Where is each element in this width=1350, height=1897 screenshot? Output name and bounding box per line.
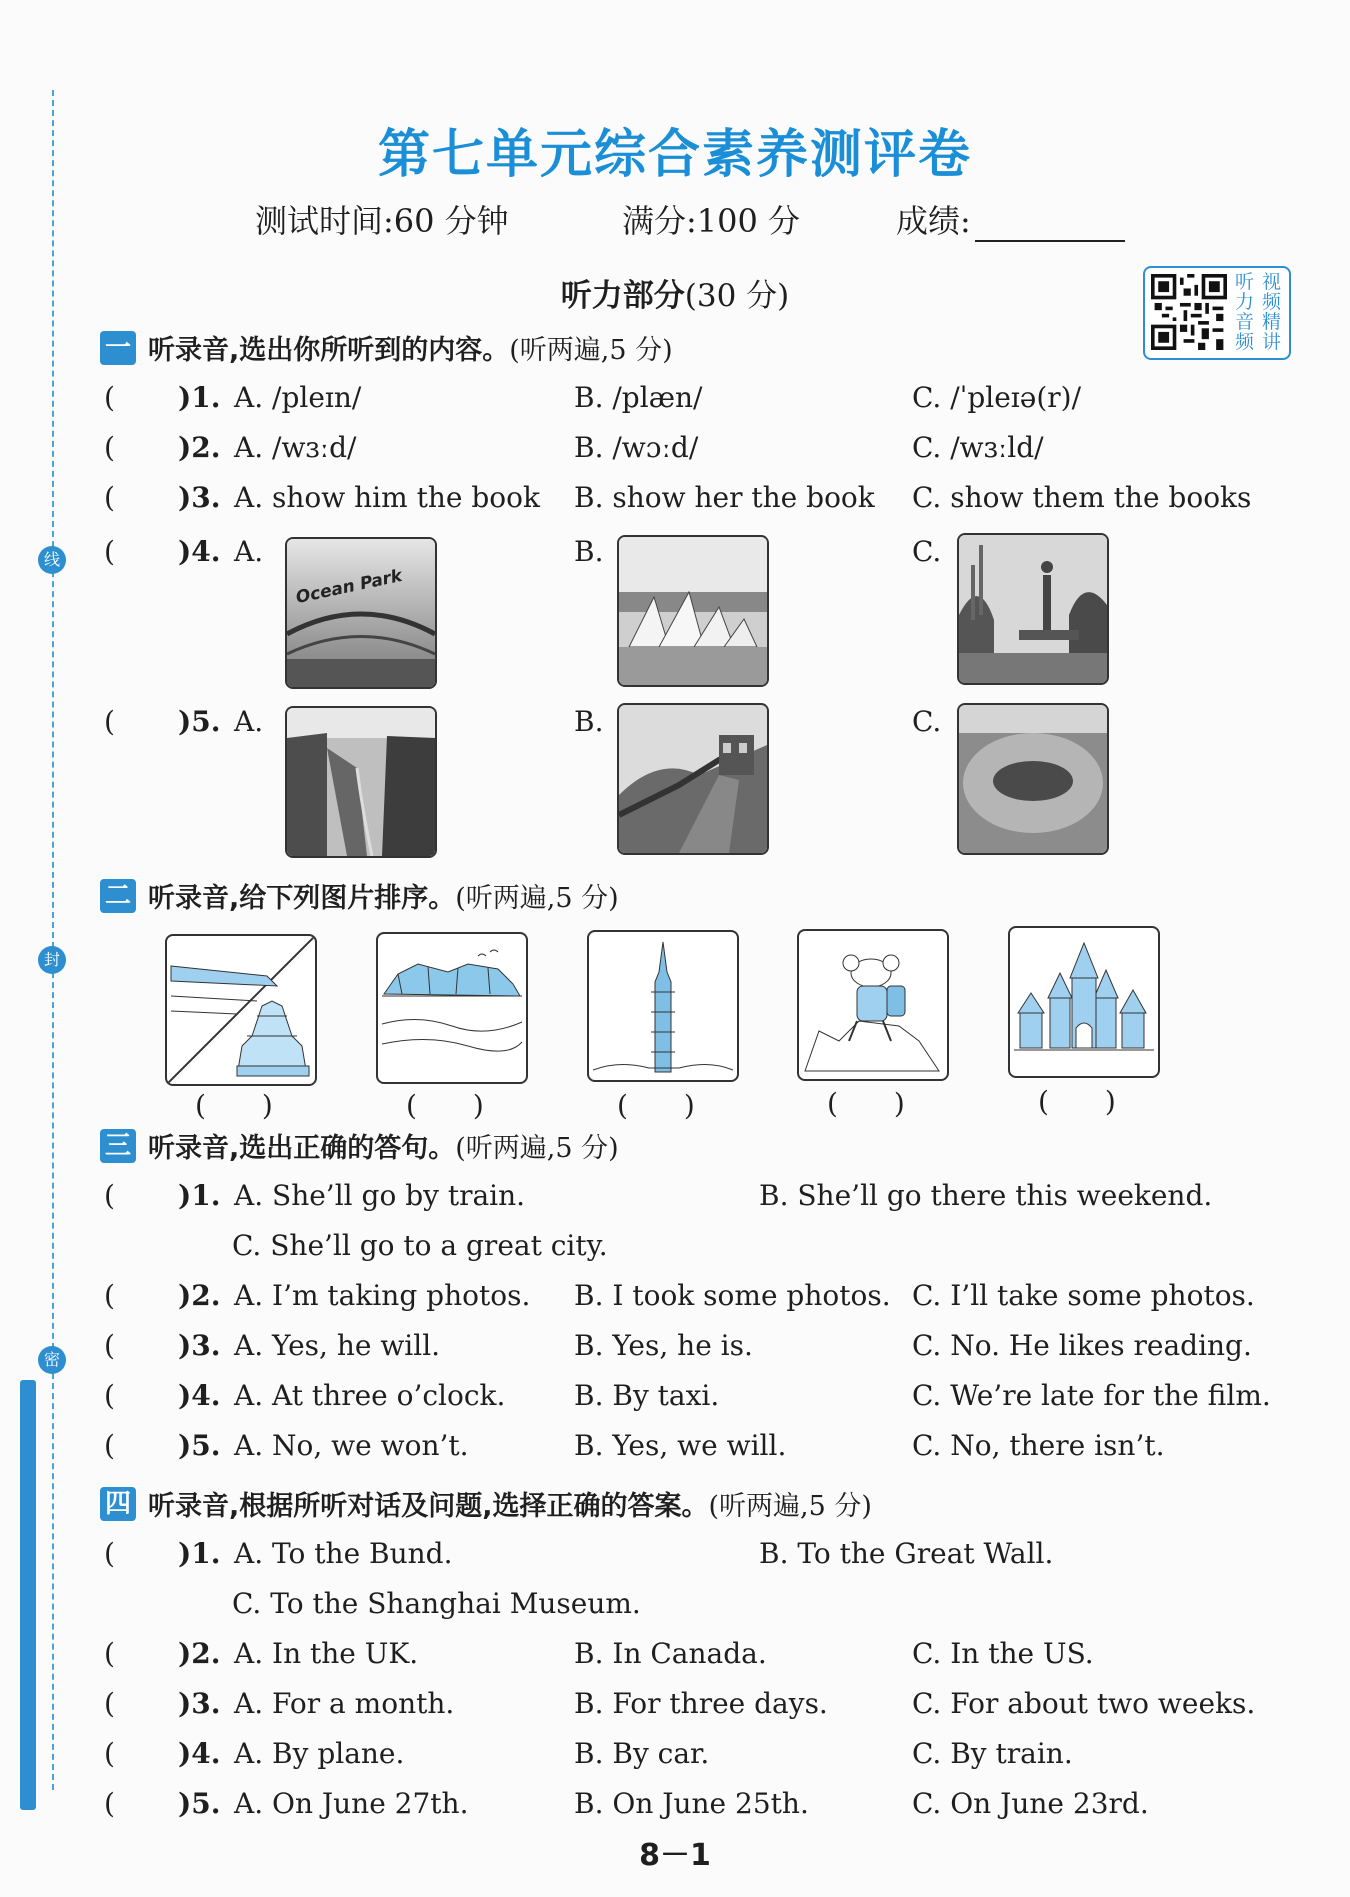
option-b: B. /wɔːd/ [574, 431, 699, 464]
question-number: )4. [178, 1737, 221, 1770]
section-2-heading [100, 876, 619, 915]
option-c: C. show them the books [912, 481, 1252, 514]
section-note: (听两遍,5 分) [455, 1133, 619, 1164]
option-b: B. I took some photos. [574, 1279, 891, 1312]
option-b: B. [574, 535, 604, 568]
section-number: 三 [100, 1129, 136, 1163]
picture-tower [587, 930, 739, 1082]
section-3-heading [100, 1126, 619, 1165]
option-a: A. /wɜːd/ [234, 431, 357, 464]
binding-mark-secret: 密 [38, 1346, 66, 1374]
question-number: )3. [178, 1687, 221, 1720]
option-a: A. On June 27th. [234, 1787, 469, 1820]
picture-answer-blank[interactable]: ( ) [406, 1089, 484, 1122]
answer-paren[interactable]: ( [104, 535, 115, 568]
question-number: )5. [178, 1429, 221, 1462]
answer-paren[interactable]: ( [104, 705, 115, 738]
picture-answer-blank[interactable]: ( ) [1038, 1085, 1116, 1118]
binding-mark-line: 线 [38, 546, 66, 574]
part-name: 听力部分 [560, 278, 685, 314]
option-b: B. On June 25th. [574, 1787, 809, 1820]
option-c: C. /ˈpleɪə(r)/ [912, 381, 1081, 414]
answer-paren[interactable]: ( [104, 1379, 115, 1412]
photo-statue-park [957, 533, 1109, 685]
section-title: 听录音,根据所听对话及问题,选择正确的答案。 [148, 1491, 709, 1522]
option-b: B. She’ll go there this weekend. [759, 1179, 1213, 1212]
answer-paren[interactable]: ( [104, 1537, 115, 1570]
option-a: A. /pleɪn/ [234, 381, 362, 414]
page-number: 8－1 [639, 1838, 711, 1873]
option-a: A. I’m taking photos. [234, 1279, 531, 1312]
section-4-heading [100, 1484, 872, 1523]
answer-paren[interactable]: ( [104, 431, 115, 464]
option-a: A. To the Bund. [234, 1537, 453, 1570]
section-note: (听两遍,5 分) [455, 883, 619, 914]
question-number: )2. [178, 431, 221, 464]
option-a: A. [234, 705, 264, 738]
question-number: )1. [178, 1537, 221, 1570]
question-number: )3. [178, 481, 221, 514]
picture-uluru-rock [376, 932, 528, 1084]
answer-paren[interactable]: ( [104, 1179, 115, 1212]
answer-paren[interactable]: ( [104, 1429, 115, 1462]
option-c: C. On June 23rd. [912, 1787, 1149, 1820]
answer-paren[interactable]: ( [104, 1687, 115, 1720]
option-c: C. I’ll take some photos. [912, 1279, 1255, 1312]
question-number: )4. [178, 535, 221, 568]
option-a: A. For a month. [234, 1687, 455, 1720]
option-b: B. By car. [574, 1737, 710, 1770]
question-number: )2. [178, 1637, 221, 1670]
answer-paren[interactable]: ( [104, 381, 115, 414]
option-b: B. /plæn/ [574, 381, 703, 414]
section-note: (听两遍,5 分) [708, 1491, 872, 1522]
option-b: B. show her the book [574, 481, 875, 514]
qr-char: 讲 [1261, 331, 1281, 353]
section-note: (听两遍,5 分) [509, 335, 673, 366]
answer-paren[interactable]: ( [104, 1637, 115, 1670]
part-points: (30 分) [684, 278, 790, 314]
picture-answer-blank[interactable]: ( ) [827, 1087, 905, 1120]
photo-grand-canyon [285, 706, 437, 858]
option-c: C. By train. [912, 1737, 1073, 1770]
option-c: C. No, there isn’t. [912, 1429, 1165, 1462]
qr-char: 频 [1234, 331, 1254, 353]
option-c: C. [912, 705, 942, 738]
option-c: C. In the US. [912, 1637, 1094, 1670]
option-c: C. We’re late for the film. [912, 1379, 1271, 1412]
picture-train-and-temple [165, 934, 317, 1086]
qr-char: 听 [1234, 271, 1254, 293]
option-a: A. By plane. [234, 1737, 405, 1770]
picture-answer-blank[interactable]: ( ) [195, 1089, 273, 1122]
photo-ocean-park [285, 537, 437, 689]
option-b: B. To the Great Wall. [759, 1537, 1054, 1570]
full-score: 满分:100 分 [622, 202, 801, 240]
option-a: A. show him the book [234, 481, 540, 514]
section-title: 听录音,选出你所听到的内容。 [148, 335, 510, 366]
qr-code-icon [1151, 274, 1227, 350]
question-number: )5. [178, 1787, 221, 1820]
question-number: )4. [178, 1379, 221, 1412]
qr-label [1231, 272, 1285, 352]
option-c: C. No. He likes reading. [912, 1329, 1252, 1362]
photo-great-wall [617, 703, 769, 855]
book-spine [20, 1380, 36, 1810]
score-field [896, 196, 1125, 242]
answer-paren[interactable]: ( [104, 1329, 115, 1362]
option-b: B. In Canada. [574, 1637, 767, 1670]
photo-sydney-opera-house [617, 535, 769, 687]
option-a: A. In the UK. [234, 1637, 419, 1670]
option-b: B. For three days. [574, 1687, 828, 1720]
section-number: 一 [100, 331, 136, 365]
section-number: 二 [100, 879, 136, 913]
option-b: B. Yes, he is. [574, 1329, 753, 1362]
section-title: 听录音,给下列图片排序。 [148, 883, 456, 914]
picture-answer-blank[interactable]: ( ) [617, 1089, 695, 1122]
option-c: C. She’ll go to a great city. [232, 1229, 608, 1262]
question-number: )3. [178, 1329, 221, 1362]
picture-mouse-traveller [797, 929, 949, 1081]
binding-mark-seal: 封 [38, 946, 66, 974]
answer-paren[interactable]: ( [104, 1737, 115, 1770]
answer-paren[interactable]: ( [104, 1787, 115, 1820]
section-number: 四 [100, 1487, 136, 1521]
option-a: A. At three o’clock. [234, 1379, 506, 1412]
option-c: C. /wɜːld/ [912, 431, 1044, 464]
question-number: )2. [178, 1279, 221, 1312]
qr-char: 频 [1261, 291, 1281, 313]
option-a: A. [234, 535, 264, 568]
binding-dashed-line [52, 90, 54, 1790]
picture-castle [1008, 926, 1160, 1078]
qr-char: 音 [1234, 311, 1254, 333]
question-number: )5. [178, 705, 221, 738]
option-c: C. For about two weeks. [912, 1687, 1256, 1720]
qr-badge[interactable] [1143, 266, 1291, 360]
score-label: 成绩: [896, 202, 971, 240]
option-a: A. Yes, he will. [234, 1329, 441, 1362]
page-title: 第七单元综合素养测评卷 [377, 125, 972, 185]
photo-island [957, 703, 1109, 855]
qr-char: 力 [1234, 291, 1254, 313]
option-b: B. By taxi. [574, 1379, 720, 1412]
option-b: B. Yes, we will. [574, 1429, 787, 1462]
option-c: C. To the Shanghai Museum. [232, 1587, 641, 1620]
question-number: )1. [178, 381, 221, 414]
test-time: 测试时间:60 分钟 [255, 202, 509, 240]
qr-char: 视 [1261, 271, 1281, 293]
section-1-heading [100, 328, 673, 367]
option-a: A. She’ll go by train. [234, 1179, 526, 1212]
score-blank[interactable] [975, 206, 1125, 242]
qr-char: 精 [1261, 311, 1281, 333]
answer-paren[interactable]: ( [104, 481, 115, 514]
answer-paren[interactable]: ( [104, 1279, 115, 1312]
option-b: B. [574, 705, 604, 738]
section-title: 听录音,选出正确的答句。 [148, 1133, 456, 1164]
option-c: C. [912, 535, 942, 568]
question-number: )1. [178, 1179, 221, 1212]
ocean-park-sign: Ocean Park [294, 565, 404, 609]
option-a: A. No, we won’t. [234, 1429, 469, 1462]
